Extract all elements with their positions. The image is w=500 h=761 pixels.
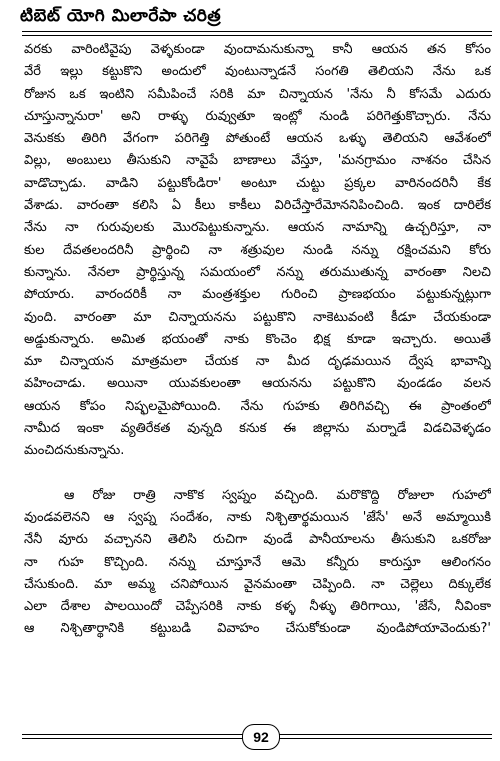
- text-line: ఆ రోజు రాత్రి నాకొక స్వప్నం వచ్చింది. మరొకొద్ది రోజులా గుహలో: [64, 487, 491, 503]
- text-line: విల్లు, అంబులు తీసుకుని నావైపే బాణాలు వేస్తూ, 'మనగ్రామం నాశనం చేసిన: [24, 153, 491, 169]
- text-line: ఆ నిశ్చితార్థానికి కట్టుబడి వివాహం చేసుకోకుండా వుండిపోయావెందుకు?': [24, 621, 491, 637]
- text-line: వరకు వారింటివైపు వెళ్ళకుండా వుందామనుకున్నా కానీ ఆయన తన కోసం: [24, 42, 491, 57]
- text-line: వాడొచ్చాడు. వాడిని పట్టుకోండిరా' అంటూ చుట్టు ప్రక్కల వారినందరినీ కేక: [24, 175, 491, 191]
- text-line: నేను నా గురువులకు మొరపెట్టుకున్నాను. ఆయన నామాన్ని ఉచ్చరిస్తూ, నా: [24, 220, 491, 236]
- text-line: రోజున ఒక ఇంటిని సమీపించే సరికి మా చిన్నాయన 'నేను నీ కోసమే ఎదురు: [24, 86, 491, 102]
- text-line: మంచిదనుకున్నాను.: [24, 443, 125, 459]
- text-line: ఎలా దేశాల పాలయిందో చెప్పేసరికి నాకు కళ్ళ నీళ్ళు తిరిగాయి, 'జేసే, నీవింకా: [24, 599, 491, 615]
- text-line: చేసుకుంది. మా అమ్మ చనిపోయిన వైనమంతా చెప్పింది. నా చెల్లెలు దిక్కులేక: [24, 576, 491, 592]
- header-rule-lower: [22, 35, 492, 36]
- text-line: వుంది. వారంతా మా చిన్నాయనను పట్టుకొని నాకెటువంటి కీడూ చేయకుండా: [24, 309, 491, 325]
- text-line: ఆయన కోపం నిష్ఫలమైపోయింది. నేను గుహకు తిరిగివచ్చి ఈ ప్రాంతంలో: [24, 398, 491, 414]
- text-line: పోయారు. వారందరికీ నా మంత్రశక్తుల గురించి ప్రాణభయం పట్టుకున్నట్లుగా: [24, 287, 491, 303]
- paragraph-2: [24, 485, 491, 641]
- paragraph-1: [24, 39, 491, 463]
- text-line: నామీద ఇంకా వ్యతిరేకత వున్నది కనుక ఈ జిల్లాను మర్నాడే విడచివెళ్ళడం: [24, 421, 491, 437]
- text-line: వహించాడు. అయినా యువకులంతా ఆయనను పట్టుకొని వుండడం వలన: [24, 376, 491, 392]
- page-number: 92: [242, 724, 280, 750]
- text-line: అడ్డుకున్నారు. అమిత భయంతో నాకు కొంచెం భిక్ష కూడా ఇచ్చారు. అయితే: [24, 331, 491, 347]
- text-line: మా చిన్నాయన మాత్రమలా చేయక నా మీద దృఢమయిన ద్వేష భావాన్ని: [24, 354, 491, 370]
- text-line: వెనుకకు తిరిగి వేగంగా పరిగెత్తి పోతుంటే ఆయన ఒళ్ళు తెలియని ఆవేశంలో: [24, 131, 491, 147]
- text-line: వేరే ఇల్లు కట్టుకొని అందులో వుంటున్నాడనే సంగతి తెలియని నేను ఒక: [24, 64, 491, 80]
- text-line: నా గుహ కొచ్చింది. నన్ను చూస్తూనే ఆమె కన్నీరు కారుస్తూ ఆలింగనం: [24, 554, 491, 570]
- running-title: టిబెట్ యోగి మిలారేపా చరిత్ర: [20, 6, 222, 26]
- paragraph-spacer: [24, 463, 491, 485]
- text-line: చూస్తున్నానురా' అని రాళ్ళు రువ్వుతూ ఇంట్లో నుండి పరిగెత్తుకొచ్చారు. నేను: [24, 108, 491, 124]
- text-line: నేనీ వూరు వచ్చానని తెలిసి రుచిగా వుండే పానీయాలను తీసుకుని ఒకరోజు: [24, 532, 491, 548]
- text-line: కుల దేవతలందరినీ ప్రార్థించి నా శత్రువుల నుండి నన్ను రక్షించమని కోరు: [24, 242, 491, 258]
- text-line: కున్నాను. నేనలా ప్రార్థిస్తున్న సమయంలో నన్ను తరుముతున్న వారంతా నిలచి: [24, 264, 491, 280]
- text-line: వేశాడు. వారంతా కలిసి ఏ కీలు కాకీలు విరిచేస్తారేమోననిపించింది. ఇంక దారిలేక: [24, 198, 491, 214]
- header-rule-upper: [22, 31, 492, 32]
- body-text: [24, 39, 491, 641]
- text-line: వుండవలెనని ఆ స్వప్న సందేశం, నాకు నిశ్చితార్థమయిన 'జేసే' అనే అమ్మాయికి: [24, 509, 491, 525]
